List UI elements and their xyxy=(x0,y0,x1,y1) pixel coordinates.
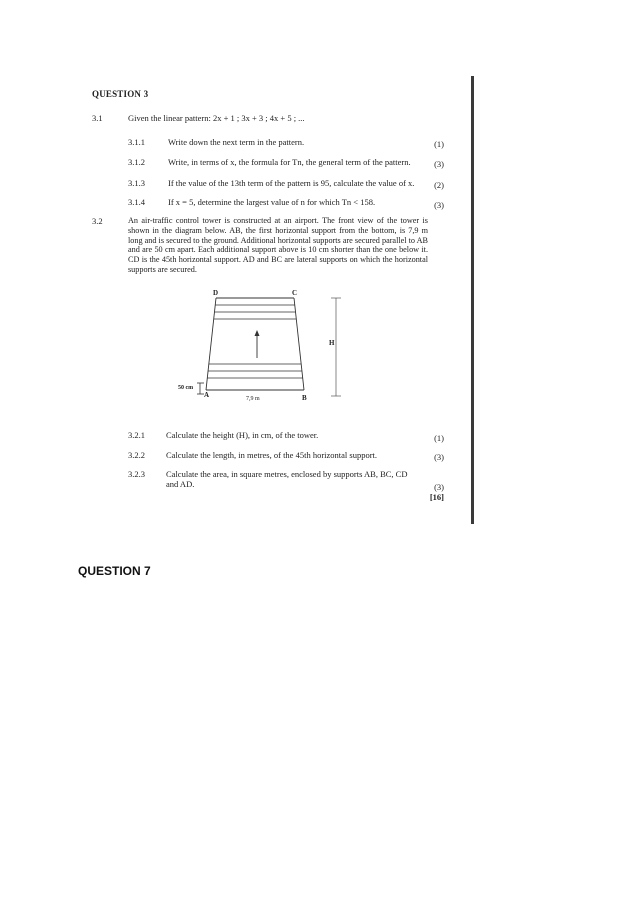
question-7-title: QUESTION 7 xyxy=(78,564,151,578)
question-3-1-3-text: If the value of the 13th term of the pattern is 95, calculate the value of x. xyxy=(168,178,415,188)
lateral-support-bc xyxy=(294,298,304,390)
question-3-1-1-mark: (1) xyxy=(434,139,444,149)
label-c: C xyxy=(292,289,298,297)
tower-diagram xyxy=(170,286,370,410)
question-3-1-4-number: 3.1.4 xyxy=(128,197,145,207)
question-3-2-2-text: Calculate the length, in metres, of the 45th horizontal support. xyxy=(166,450,378,460)
label-ab-length: 7,9 m xyxy=(246,396,260,402)
label-h: H xyxy=(329,339,335,347)
stem-text: Given the linear pattern: 2x + 1 ; 3x + 3 ; 4x + 5 ; ... xyxy=(128,113,305,123)
question-3-2-3-number: 3.2.3 xyxy=(128,469,145,479)
question-3-1-4-mark: (3) xyxy=(434,200,444,210)
label-d: D xyxy=(213,289,219,297)
question-3-1-1-text: Write down the next term in the pattern. xyxy=(168,137,305,147)
question-3-2-number: 3.2 xyxy=(92,216,103,226)
question-3-1-stem xyxy=(128,113,305,123)
margin-bar xyxy=(471,76,474,524)
question-3-1-3-mark: (2) xyxy=(434,180,444,190)
question-3-2-1-number: 3.2.1 xyxy=(128,430,145,440)
question-3-2-3-mark: (3) xyxy=(434,482,444,492)
label-50cm: 50 cm xyxy=(178,385,194,391)
question-3-2-1-mark: (1) xyxy=(434,433,444,443)
label-a: A xyxy=(204,391,210,399)
arrow-up-icon xyxy=(255,330,260,336)
question-3-1-3-number: 3.1.3 xyxy=(128,178,145,188)
question-3-2-2-mark: (3) xyxy=(434,452,444,462)
question-3-1-2-text: Write, in terms of x, the formula for Tn, the general term of the pattern. xyxy=(168,157,411,167)
question-3-2-2-number: 3.2.2 xyxy=(128,450,145,460)
question-3-total: [16] xyxy=(429,492,444,502)
lateral-support-ad xyxy=(206,298,216,390)
question-3-1-1-number: 3.1.1 xyxy=(128,137,145,147)
question-3-2-3-text: Calculate the area, in square metres, enclosed by supports AB, BC, CD and AD. xyxy=(166,469,408,489)
label-b: B xyxy=(302,394,307,402)
question-3-1-4-text: If x = 5, determine the largest value of n for which Tn < 158. xyxy=(168,197,376,207)
question-3-title: QUESTION 3 xyxy=(92,89,149,99)
question-3-1-2-mark: (3) xyxy=(434,159,444,169)
question-3-1-2-number: 3.1.2 xyxy=(128,157,145,167)
question-3-2-paragraph: An air-traffic control tower is constructed at an airport. The front view of the tower is shown in the diagram below. AB, the first horizontal support from the bottom, is 7,9 m long and is secured to the ground. Additional horizontal supports are secured parallel to AB and are 50 cm apart. Each additional support above is 10 cm shorter than the one below it. CD is the 45th horizontal support. AD and BC are lateral supports on which the horizontal supports are secured. xyxy=(128,216,428,274)
question-3-2-1-text: Calculate the height (H), in cm, of the tower. xyxy=(166,430,319,440)
question-3-1-number: 3.1 xyxy=(92,113,103,123)
